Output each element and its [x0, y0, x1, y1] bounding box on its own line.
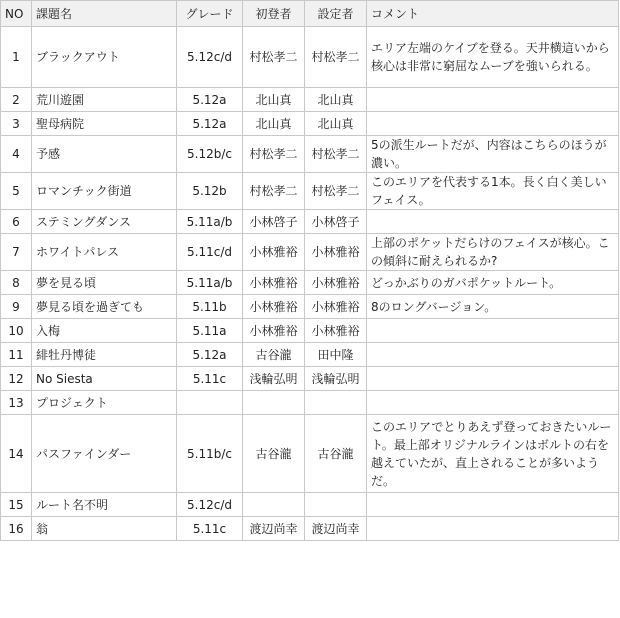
cell-setter: 小林雅裕: [305, 295, 367, 319]
table-row: [1, 210, 619, 234]
cell-first-ascent: [243, 391, 305, 415]
cell-setter: [305, 391, 367, 415]
table-row: [1, 271, 619, 295]
cell-setter: 村松孝二: [305, 173, 367, 210]
cell-route-name: 聖母病院: [32, 112, 177, 136]
table-row: [1, 415, 619, 493]
cell-no: 1: [1, 27, 32, 88]
cell-setter: 古谷瀧: [305, 415, 367, 493]
cell-no: 10: [1, 319, 32, 343]
table-header: [1, 1, 619, 27]
cell-no: 7: [1, 234, 32, 271]
cell-no: 8: [1, 271, 32, 295]
cell-no: 3: [1, 112, 32, 136]
cell-first-ascent: 北山真: [243, 112, 305, 136]
cell-route-name: 夢見る頃を過ぎても: [32, 295, 177, 319]
cell-grade: 5.12c/d: [177, 493, 243, 517]
cell-grade: 5.12b/c: [177, 136, 243, 173]
cell-no: 6: [1, 210, 32, 234]
cell-no: 9: [1, 295, 32, 319]
cell-first-ascent: 小林啓子: [243, 210, 305, 234]
cell-no: 13: [1, 391, 32, 415]
cell-grade: [177, 391, 243, 415]
cell-comment: [367, 343, 619, 367]
cell-route-name: ブラックアウト: [32, 27, 177, 88]
table-row: [1, 112, 619, 136]
cell-grade: 5.11c: [177, 367, 243, 391]
cell-comment: [367, 493, 619, 517]
cell-no: 15: [1, 493, 32, 517]
table-body: [1, 27, 619, 541]
cell-no: 12: [1, 367, 32, 391]
table-row: [1, 517, 619, 541]
cell-route-name: ルート名不明: [32, 493, 177, 517]
cell-no: 14: [1, 415, 32, 493]
cell-grade: 5.12a: [177, 88, 243, 112]
cell-setter: 村松孝二: [305, 27, 367, 88]
cell-first-ascent: 小林雅裕: [243, 271, 305, 295]
cell-first-ascent: 渡辺尚幸: [243, 517, 305, 541]
cell-route-name: ホワイトパレス: [32, 234, 177, 271]
cell-first-ascent: 村松孝二: [243, 136, 305, 173]
cell-comment: [367, 210, 619, 234]
table-row: [1, 343, 619, 367]
cell-comment: 5の派生ルートだが、内容はこちらのほうが濃い。: [367, 136, 619, 173]
cell-grade: 5.11a/b: [177, 271, 243, 295]
cell-setter: 小林雅裕: [305, 319, 367, 343]
cell-grade: 5.11a: [177, 319, 243, 343]
cell-route-name: No Siesta: [32, 367, 177, 391]
cell-route-name: ステミングダンス: [32, 210, 177, 234]
cell-comment: [367, 517, 619, 541]
cell-comment: このエリアを代表する1本。長く白く美しいフェイス。: [367, 173, 619, 210]
cell-grade: 5.12b: [177, 173, 243, 210]
cell-setter: 北山真: [305, 88, 367, 112]
cell-comment: このエリアでとりあえず登っておきたいルート。最上部オリジナルラインはボルトの右を越えていたが、直上されることが多いようだ。: [367, 415, 619, 493]
cell-first-ascent: 小林雅裕: [243, 319, 305, 343]
cell-first-ascent: 小林雅裕: [243, 234, 305, 271]
cell-route-name: 入梅: [32, 319, 177, 343]
cell-first-ascent: 古谷瀧: [243, 415, 305, 493]
header-grade: グレード: [177, 1, 243, 27]
cell-setter: 田中隆: [305, 343, 367, 367]
cell-comment: [367, 88, 619, 112]
cell-route-name: 翁: [32, 517, 177, 541]
cell-setter: 小林啓子: [305, 210, 367, 234]
table-row: [1, 136, 619, 173]
header-setter: 設定者: [305, 1, 367, 27]
cell-no: 5: [1, 173, 32, 210]
cell-comment: [367, 319, 619, 343]
cell-comment: 上部のポケットだらけのフェイスが核心。この傾斜に耐えられるか?: [367, 234, 619, 271]
cell-first-ascent: 村松孝二: [243, 173, 305, 210]
cell-setter: 浅輪弘明: [305, 367, 367, 391]
cell-first-ascent: [243, 493, 305, 517]
cell-first-ascent: 浅輪弘明: [243, 367, 305, 391]
header-first-ascent: 初登者: [243, 1, 305, 27]
header-no: NO: [1, 1, 32, 27]
cell-setter: 小林雅裕: [305, 234, 367, 271]
cell-no: 16: [1, 517, 32, 541]
header-comment: コメント: [367, 1, 619, 27]
cell-route-name: ロマンチック街道: [32, 173, 177, 210]
cell-grade: 5.11b: [177, 295, 243, 319]
cell-no: 4: [1, 136, 32, 173]
table-row: [1, 391, 619, 415]
cell-first-ascent: 北山真: [243, 88, 305, 112]
cell-route-name: 荒川遊園: [32, 88, 177, 112]
cell-first-ascent: 小林雅裕: [243, 295, 305, 319]
table-row: [1, 173, 619, 210]
table-row: [1, 234, 619, 271]
cell-first-ascent: 古谷瀧: [243, 343, 305, 367]
table-row: [1, 493, 619, 517]
cell-grade: 5.11a/b: [177, 210, 243, 234]
table-row: [1, 295, 619, 319]
cell-route-name: 夢を見る頃: [32, 271, 177, 295]
cell-grade: 5.11c/d: [177, 234, 243, 271]
cell-comment: [367, 391, 619, 415]
cell-route-name: プロジェクト: [32, 391, 177, 415]
cell-setter: 渡辺尚幸: [305, 517, 367, 541]
table-row: [1, 27, 619, 88]
cell-comment: エリア左端のケイブを登る。天井横這いから核心は非常に窮屈なムーブを強いられる。: [367, 27, 619, 88]
cell-route-name: 緋牡丹博徒: [32, 343, 177, 367]
cell-setter: 村松孝二: [305, 136, 367, 173]
cell-grade: 5.12c/d: [177, 27, 243, 88]
cell-setter: 小林雅裕: [305, 271, 367, 295]
cell-setter: [305, 493, 367, 517]
header-route-name: 課題名: [32, 1, 177, 27]
cell-first-ascent: 村松孝二: [243, 27, 305, 88]
cell-comment: 8のロングバージョン。: [367, 295, 619, 319]
cell-grade: 5.12a: [177, 343, 243, 367]
cell-setter: 北山真: [305, 112, 367, 136]
cell-grade: 5.11b/c: [177, 415, 243, 493]
table-row: [1, 367, 619, 391]
table-row: [1, 88, 619, 112]
cell-comment: [367, 112, 619, 136]
cell-comment: [367, 367, 619, 391]
header-row: [1, 1, 619, 27]
cell-comment: どっかぶりのガバポケットルート。: [367, 271, 619, 295]
cell-route-name: 予感: [32, 136, 177, 173]
cell-route-name: パスファインダー: [32, 415, 177, 493]
cell-grade: 5.11c: [177, 517, 243, 541]
cell-no: 2: [1, 88, 32, 112]
table-row: [1, 319, 619, 343]
cell-grade: 5.12a: [177, 112, 243, 136]
cell-no: 11: [1, 343, 32, 367]
